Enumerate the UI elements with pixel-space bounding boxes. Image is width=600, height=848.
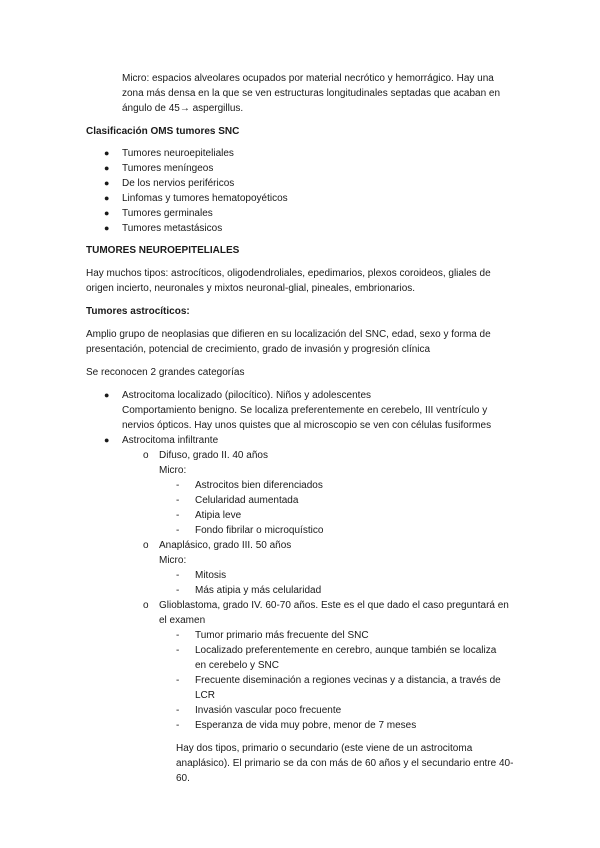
difuso-title: Difuso, grado II. 40 años bbox=[159, 450, 268, 461]
dash-icon: - bbox=[176, 570, 180, 581]
list-item: Linfomas y tumores hematopoyéticos bbox=[122, 193, 288, 204]
bullet-icon: ● bbox=[104, 208, 110, 218]
dash-icon: - bbox=[176, 645, 180, 656]
anaplasico-title: Anaplásico, grado III. 50 años bbox=[159, 540, 292, 551]
dash-icon: - bbox=[176, 585, 180, 596]
localizado-body: Comportamiento benigno. Se localiza preferentemente en cerebelo, III ventrículo y nervios ópticos. Hay unos quistes que al microscopio se ven con células fusiformes bbox=[122, 405, 492, 431]
glioblastoma-note: Hay dos tipos, primario o secundario (este viene de un astrocitoma anaplásico). El primario se da con más de 60 años y el secundario entre 40-60. bbox=[176, 743, 514, 784]
list-item: Tumores meníngeos bbox=[122, 163, 214, 174]
bullet-icon: ● bbox=[104, 435, 110, 445]
list-item: Tumores neuroepiteliales bbox=[122, 148, 234, 159]
list-item: Atipia leve bbox=[195, 510, 242, 521]
astrocytic-heading: Tumores astrocíticos: bbox=[86, 306, 190, 317]
glioblastoma-title: Glioblastoma, grado IV. 60-70 años. Este es el que dado el caso preguntará en el examen bbox=[159, 600, 509, 626]
dash-icon: - bbox=[176, 705, 180, 716]
list-item: De los nervios periféricos bbox=[122, 178, 235, 189]
localizado-title: Astrocitoma localizado (pilocítico). Niños y adolescentes bbox=[122, 390, 371, 401]
difuso-micro-label: Micro: bbox=[159, 465, 187, 476]
anaplasico-micro-label: Micro: bbox=[159, 555, 187, 566]
list-item: Frecuente diseminación a regiones vecinas y a distancia, a través de LCR bbox=[195, 675, 501, 701]
circle-bullet-icon: o bbox=[143, 450, 149, 461]
dash-icon: - bbox=[176, 675, 180, 686]
dash-icon: - bbox=[176, 525, 180, 536]
dash-icon: - bbox=[176, 630, 180, 641]
list-item: Invasión vascular poco frecuente bbox=[195, 705, 342, 716]
dash-icon: - bbox=[176, 720, 180, 731]
astrocytic-paragraph: Amplio grupo de neoplasias que difieren en su localización del SNC, edad, sexo y forma de presentación, potencial de crecimiento, grado de invasión y progresión clínica bbox=[86, 329, 491, 355]
bullet-icon: ● bbox=[104, 163, 110, 173]
list-item: Mitosis bbox=[195, 570, 227, 581]
neuroepithelial-paragraph: Hay muchos tipos: astrocíticos, oligodendroliales, epedimarios, plexos coroideos, gliales de origen incierto, neuronales y mixtos neuronal-glial, pineales, embrionarios. bbox=[86, 268, 491, 294]
list-item: Tumor primario más frecuente del SNC bbox=[195, 630, 369, 641]
list-item: Más atipia y más celularidad bbox=[195, 585, 322, 596]
neuroepithelial-heading: TUMORES NEUROEPITELIALES bbox=[86, 245, 240, 256]
who-classification-heading: Clasificación OMS tumores SNC bbox=[86, 126, 240, 137]
list-item: Fondo fibrilar o microquístico bbox=[195, 525, 324, 536]
bullet-icon: ● bbox=[104, 223, 110, 233]
infiltrante-title: Astrocitoma infiltrante bbox=[122, 435, 219, 446]
list-item: Localizado preferentemente en cerebro, aunque también se localiza en cerebelo y SNC bbox=[195, 645, 497, 671]
list-item: Tumores metastásicos bbox=[122, 223, 223, 234]
bullet-icon: ● bbox=[104, 390, 110, 400]
list-item: Astrocitos bien diferenciados bbox=[195, 480, 323, 491]
bullet-icon: ● bbox=[104, 193, 110, 203]
circle-bullet-icon: o bbox=[143, 600, 149, 611]
bullet-icon: ● bbox=[104, 148, 110, 158]
list-item: Esperanza de vida muy pobre, menor de 7 meses bbox=[195, 720, 417, 731]
dash-icon: - bbox=[176, 480, 180, 491]
intro-micro-paragraph: Micro: espacios alveolares ocupados por material necrótico y hemorrágico. Hay una zona más densa en la que se ven estructuras longitudinales septadas que acaban en ángulo de 45→ aspergillus. bbox=[122, 73, 501, 114]
categories-line: Se reconocen 2 grandes categorías bbox=[86, 367, 245, 378]
circle-bullet-icon: o bbox=[143, 540, 149, 551]
bullet-icon: ● bbox=[104, 178, 110, 188]
list-item: Tumores germinales bbox=[122, 208, 213, 219]
dash-icon: - bbox=[176, 510, 180, 521]
dash-icon: - bbox=[176, 495, 180, 506]
list-item: Celularidad aumentada bbox=[195, 495, 299, 506]
